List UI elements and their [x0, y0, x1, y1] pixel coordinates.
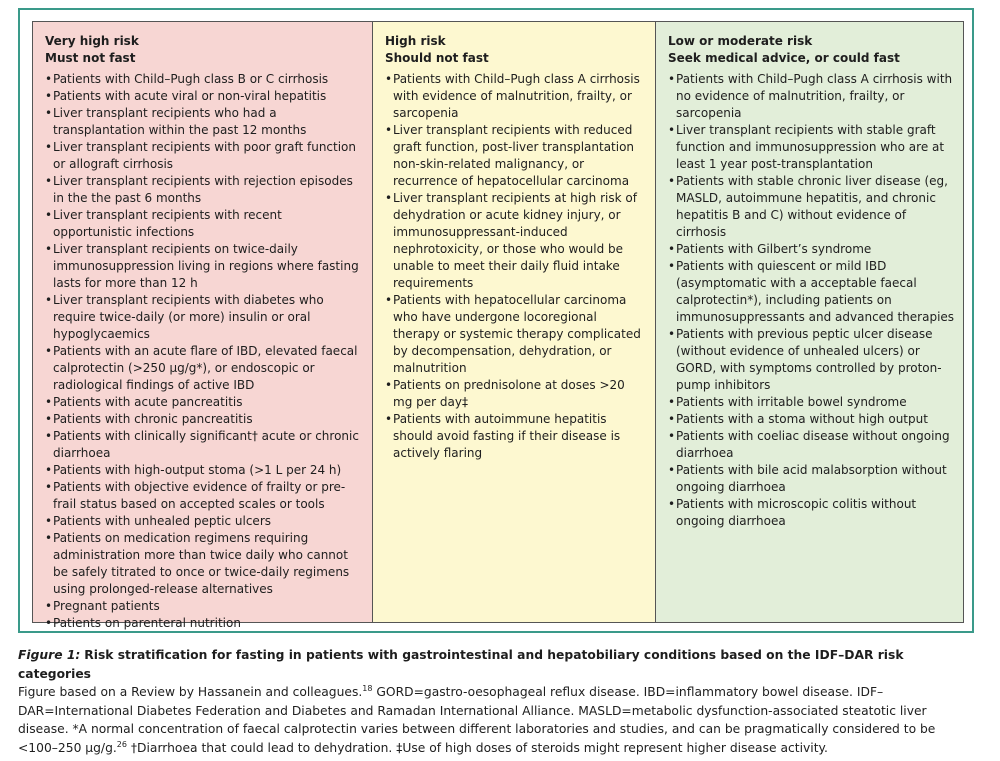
caption-ref: 26: [116, 739, 127, 749]
risk-item: • Patients with Child–Pugh class B or C cirrhosis: [45, 71, 364, 88]
risk-item: • Patients with objective evidence of frailty or pre-frail status based on accepted scales or tools: [45, 479, 364, 513]
risk-item: • Patients with previous peptic ulcer disease (without evidence of unhealed ulcers) or GORD, with symptoms controlled by proton-pump inhibitors: [668, 326, 955, 394]
risk-item: • Liver transplant recipients at high risk of dehydration or acute kidney injury, or immunosuppressant-induced nephrotoxicity, or those who would be unable to meet their daily fluid intake requirements: [385, 190, 647, 292]
figure-caption: [18, 646, 978, 757]
risk-item: • Liver transplant recipients on twice-daily immunosuppression living in regions where fasting lasts for more than 12 h: [45, 241, 364, 292]
risk-list: [668, 71, 955, 530]
caption-text: Figure based on a Review by Hassanein and colleagues.: [18, 685, 363, 699]
risk-item: • Liver transplant recipients with stable graft function and immunosuppression who are at least 1 year post-transplantation: [668, 122, 955, 173]
column-high-risk: [372, 22, 655, 622]
risk-item: • Patients on prednisolone at doses >20 mg per day‡: [385, 377, 647, 411]
risk-item: • Patients with a stoma without high output: [668, 411, 955, 428]
risk-item: • Patients with Child–Pugh class A cirrhosis with no evidence of malnutrition, frailty, or sarcopenia: [668, 71, 955, 122]
column-heading: Low or moderate risk: [668, 34, 813, 48]
column-subheading: Seek medical advice, or could fast: [668, 51, 900, 65]
column-subheading: Should not fast: [385, 51, 489, 65]
risk-item: • Patients with acute viral or non-viral hepatitis: [45, 88, 364, 105]
risk-item: • Liver transplant recipients with poor graft function or allograft cirrhosis: [45, 139, 364, 173]
risk-item: • Patients with an acute flare of IBD, elevated faecal calprotectin (>250 µg/g*), or endoscopic or radiological findings of active IBD: [45, 343, 364, 394]
risk-list: [45, 71, 364, 632]
risk-item: • Patients with acute pancreatitis: [45, 394, 364, 411]
risk-item: • Patients with unhealed peptic ulcers: [45, 513, 364, 530]
risk-item: • Patients with quiescent or mild IBD (asymptomatic with a acceptable faecal calprotectin*), including patients on immunosuppressants and advanced therapies: [668, 258, 955, 326]
risk-item: • Liver transplant recipients with diabetes who require twice-daily (or more) insulin or oral hypoglycaemics: [45, 292, 364, 343]
risk-item: • Patients with hepatocellular carcinoma who have undergone locoregional therapy or systemic therapy complicated by decompensation, dehydration, or malnutrition: [385, 292, 647, 377]
risk-item: • Patients on medication regimens requiring administration more than twice daily who cannot be safely titrated to once or twice-daily regimens using prolonged-release alternatives: [45, 530, 364, 598]
risk-item: • Patients with irritable bowel syndrome: [668, 394, 955, 411]
risk-item: • Patients with bile acid malabsorption without ongoing diarrhoea: [668, 462, 955, 496]
caption-label: Figure 1:: [18, 648, 81, 662]
risk-item: • Patients with Gilbert’s syndrome: [668, 241, 955, 258]
risk-item: • Liver transplant recipients with recent opportunistic infections: [45, 207, 364, 241]
caption-text: †Diarrhoea that could lead to dehydration. ‡Use of high doses of steroids might represent higher disease activity.: [126, 740, 828, 755]
risk-item: • Patients on parenteral nutrition: [45, 615, 364, 632]
caption-text: GORD=gastro-oesophageal reflux disease. IBD=inflammatory bowel disease. IDF–DAR=International Diabetes Federation and Diabetes and Ramadan International Alliance. MASLD=metabolic dysfunction-associated steatotic liver disease. *A normal concentration of faecal calprotectin varies between different laboratories and studies, and can be pragmatically considered to be <100–250 µg/g.: [18, 685, 936, 755]
column-very-high-risk: [33, 22, 372, 630]
risk-item: • Patients with autoimmune hepatitis should avoid fasting if their disease is actively flaring: [385, 411, 647, 462]
risk-item: • Liver transplant recipients with reduced graft function, post-liver transplantation non-skin-related malignancy, or recurrence of hepatocellular carcinoma: [385, 122, 647, 190]
risk-item: • Patients with chronic pancreatitis: [45, 411, 364, 428]
column-subheading: Must not fast: [45, 51, 136, 65]
caption-body: [18, 683, 978, 757]
risk-item: • Patients with high-output stoma (>1 L per 24 h): [45, 462, 364, 479]
risk-table: [32, 21, 964, 630]
risk-item: • Patients with Child–Pugh class A cirrhosis with evidence of malnutrition, frailty, or sarcopenia: [385, 71, 647, 122]
column-heading: Very high risk: [45, 34, 139, 48]
risk-item: • Liver transplant recipients who had a transplantation within the past 12 months: [45, 105, 364, 139]
risk-item: • Patients with stable chronic liver disease (eg, MASLD, autoimmune hepatitis, and chronic hepatitis B and C) without evidence of cirrhosis: [668, 173, 955, 241]
risk-item: • Patients with clinically significant† acute or chronic diarrhoea: [45, 428, 364, 462]
figure-panel: [18, 8, 974, 633]
caption-title: Risk stratification for fasting in patients with gastrointestinal and hepatobiliary conditions based on the IDF–DAR risk categories: [18, 648, 904, 681]
risk-list: [385, 71, 647, 462]
risk-item: • Liver transplant recipients with rejection episodes in the the past 6 months: [45, 173, 364, 207]
risk-item: • Pregnant patients: [45, 598, 364, 615]
risk-item: • Patients with coeliac disease without ongoing diarrhoea: [668, 428, 955, 462]
column-heading: High risk: [385, 34, 446, 48]
column-low-moderate-risk: [655, 22, 963, 622]
caption-ref: 18: [362, 683, 373, 693]
risk-item: • Patients with microscopic colitis without ongoing diarrhoea: [668, 496, 955, 530]
caption-title-line: [18, 646, 978, 683]
